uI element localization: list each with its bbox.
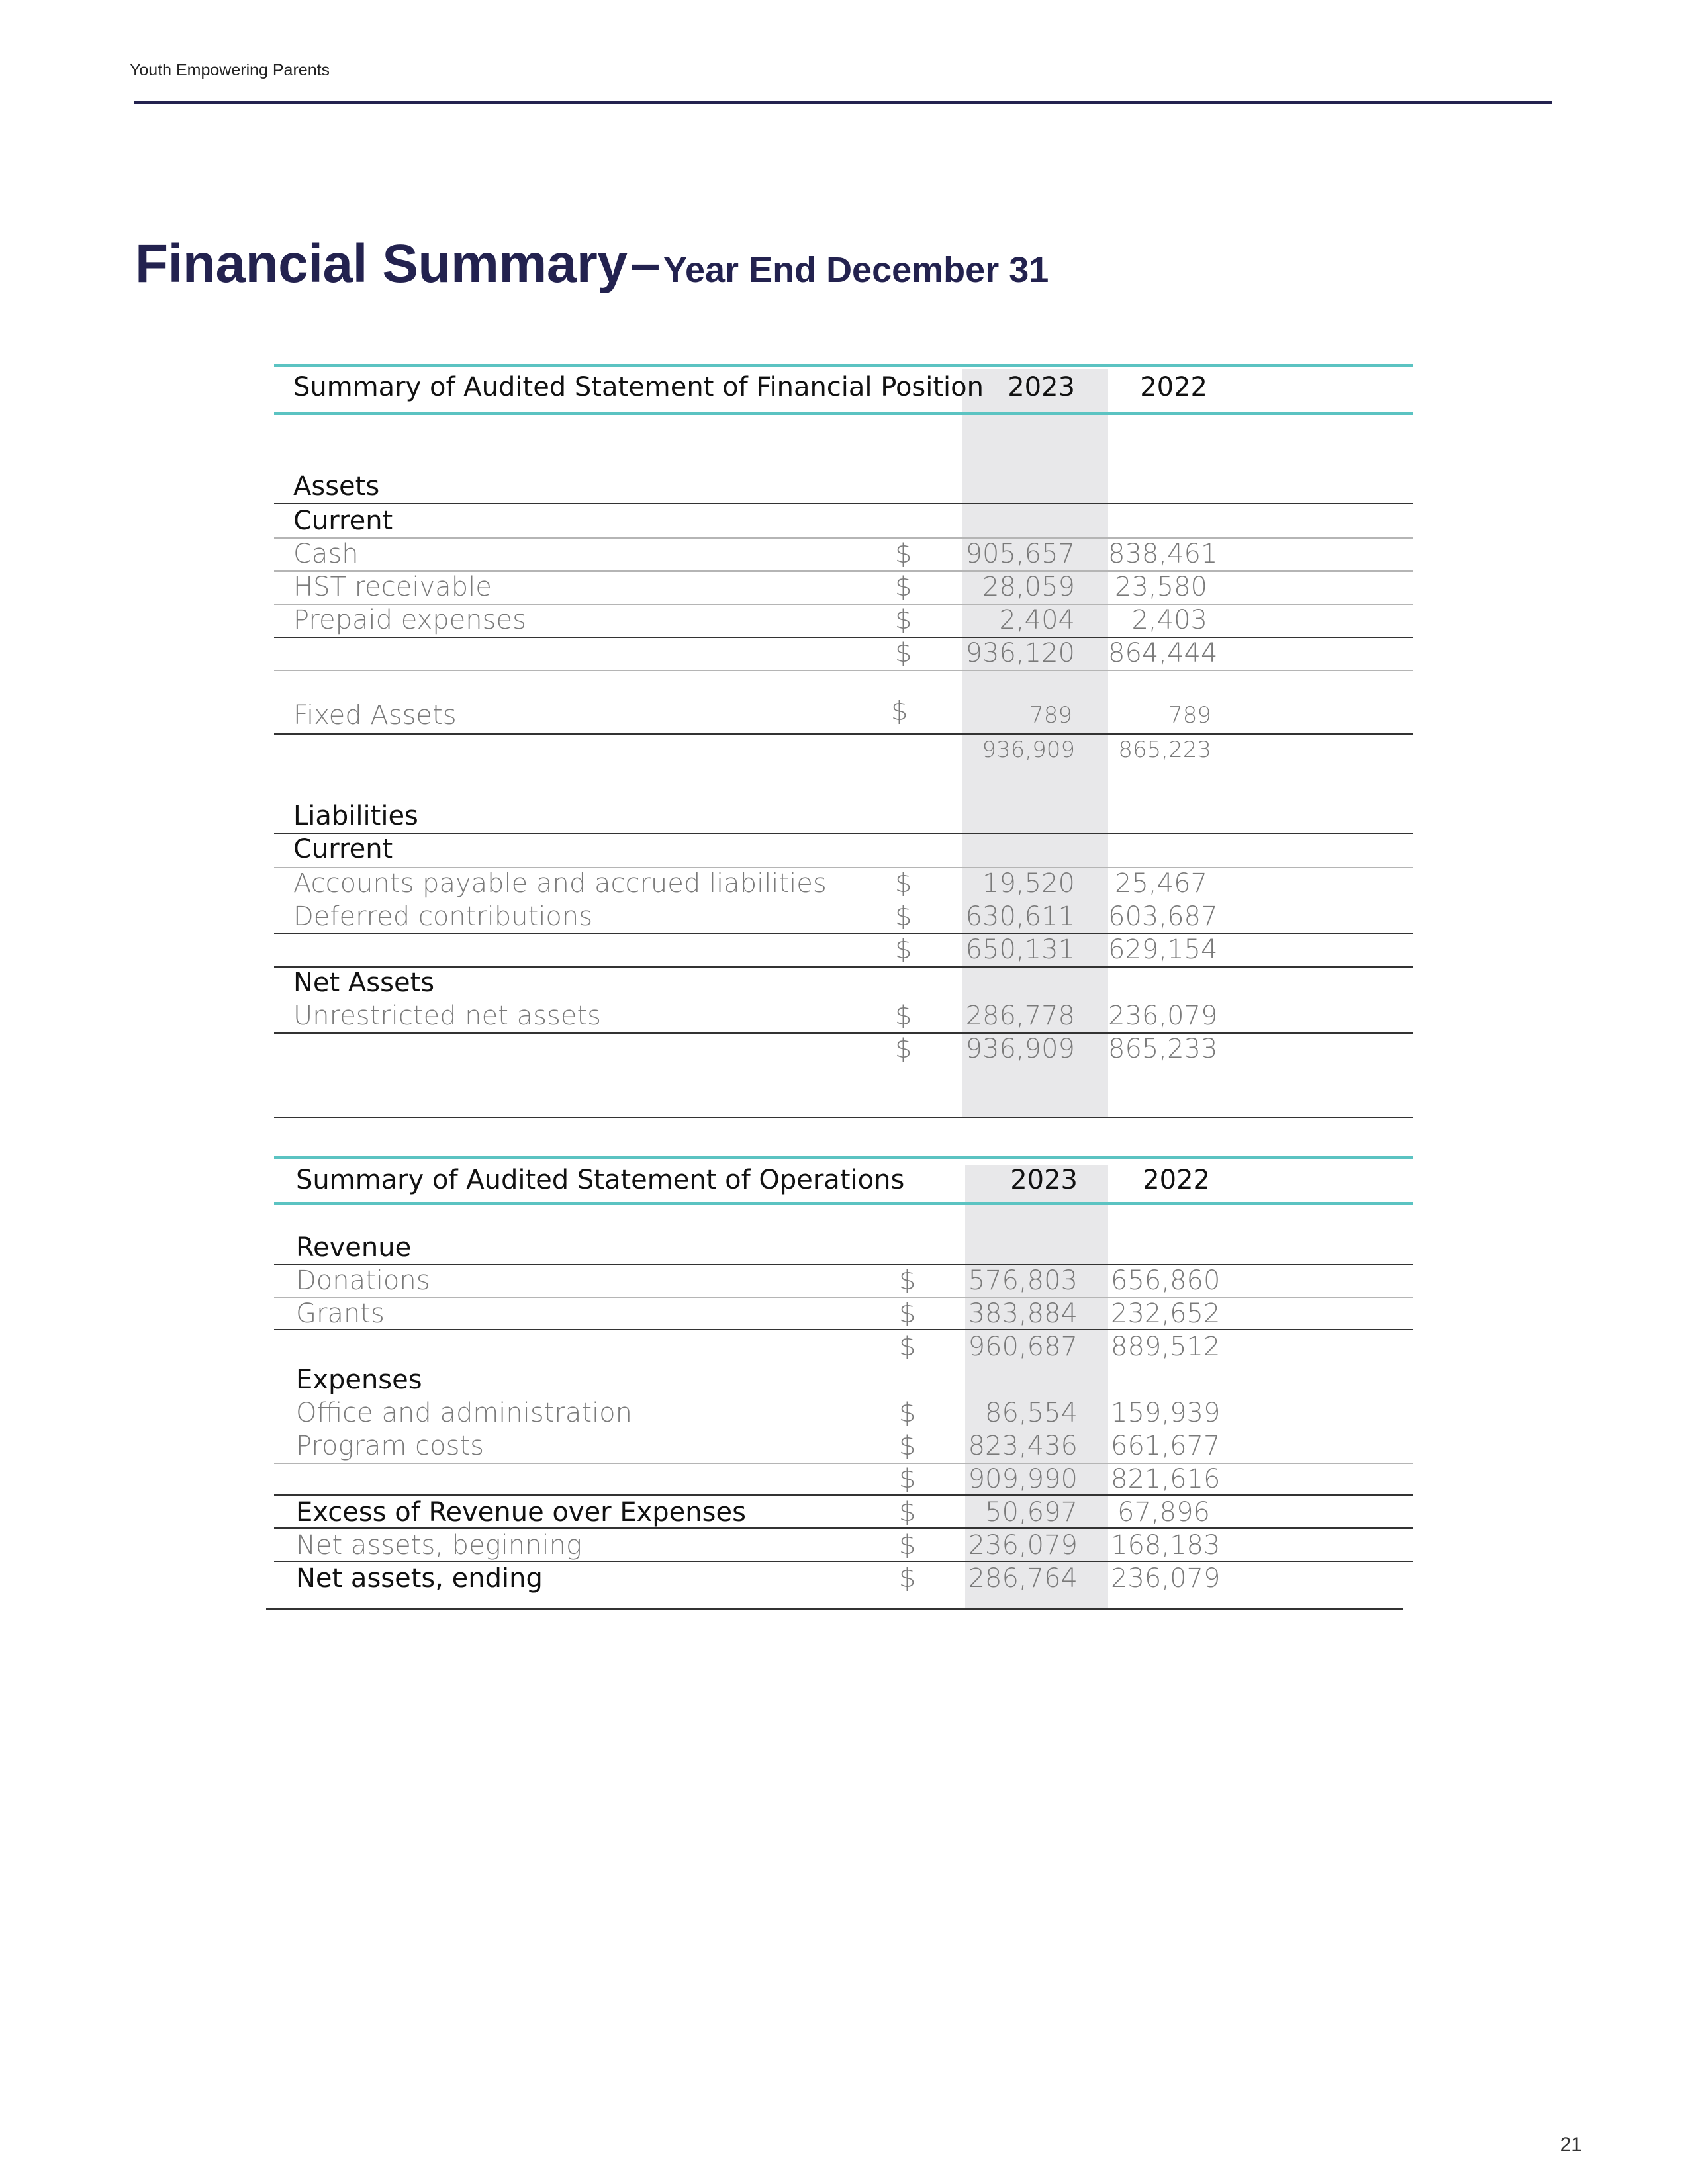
currency-symbol: $ (895, 1001, 912, 1031)
section-heading-row (0, 833, 1688, 866)
currency-symbol: $ (895, 638, 912, 668)
section-label: Current (293, 834, 393, 864)
value-2022: 629,154 (1108, 934, 1218, 965)
total-row (0, 733, 1688, 766)
table-row (0, 1297, 1688, 1330)
row-label: HST receivable (293, 572, 492, 602)
row-rule (274, 670, 1413, 671)
value-2023: 50,697 (985, 1497, 1078, 1527)
value-2023: 28,059 (982, 572, 1075, 602)
section-heading-row (0, 966, 1688, 999)
value-2022: 236,079 (1111, 1563, 1221, 1594)
column-header-2022: 2022 (1140, 372, 1207, 402)
currency-symbol: $ (891, 696, 908, 727)
row-label: Office and administration (296, 1398, 632, 1428)
column-header-2023: 2023 (1008, 372, 1075, 402)
table-row (0, 1396, 1688, 1430)
section-heading-row (0, 799, 1688, 833)
value-2023: 236,079 (968, 1530, 1078, 1561)
value-2023: 905,657 (965, 539, 1075, 569)
row-label: Cash (293, 539, 359, 569)
row-label: Fixed Assets (293, 700, 457, 731)
row-label: Donations (296, 1265, 430, 1296)
section-label: Assets (293, 471, 380, 502)
table-row (0, 1430, 1688, 1463)
value-2022: 603,687 (1108, 901, 1218, 932)
row-label: Accounts payable and accrued liabilities (293, 868, 827, 899)
value-2022: 661,677 (1111, 1431, 1221, 1461)
title-dash: – (630, 234, 661, 294)
row-label: Unrestricted net assets (293, 1001, 601, 1031)
row-label: Program costs (296, 1431, 484, 1461)
value-2023: 2,404 (999, 605, 1075, 635)
currency-symbol: $ (899, 1265, 916, 1296)
currency-symbol: $ (899, 1298, 916, 1329)
row-label: Grants (296, 1298, 385, 1329)
currency-symbol: $ (899, 1332, 916, 1362)
row-label: Net assets, ending (296, 1563, 543, 1594)
subtotal-row (0, 637, 1688, 670)
value-2022: 236,079 (1108, 1001, 1218, 1031)
value-2023: 86,554 (985, 1398, 1078, 1428)
page-number: 21 (1560, 2134, 1582, 2156)
value-2022: 865,223 (1118, 737, 1211, 763)
currency-symbol: $ (899, 1464, 916, 1494)
section-heading-row (0, 504, 1688, 537)
value-2023: 936,909 (965, 1034, 1075, 1064)
total-row (0, 1032, 1688, 1066)
header-rule (134, 101, 1552, 104)
currency-symbol: $ (895, 934, 912, 965)
value-2022: 159,939 (1111, 1398, 1221, 1428)
section-label: Net Assets (293, 968, 435, 998)
table-row (0, 696, 1688, 732)
section-label: Expenses (296, 1365, 422, 1395)
value-2023: 286,764 (968, 1563, 1078, 1594)
value-2023: 383,884 (968, 1298, 1078, 1329)
value-2023: 576,803 (968, 1265, 1078, 1296)
subtotal-row (0, 1330, 1688, 1363)
section-label: Current (293, 506, 393, 536)
value-2023: 960,687 (968, 1332, 1078, 1362)
section-heading-row (0, 1363, 1688, 1396)
section-heading-row (0, 470, 1688, 503)
table-heading: Summary of Audited Statement of Operations (296, 1165, 905, 1195)
value-2022: 889,512 (1111, 1332, 1221, 1362)
table-header-row (0, 1163, 1688, 1197)
total-row (0, 1562, 1688, 1595)
value-2022: 25,467 (1115, 868, 1207, 899)
title-main: Financial Summary (135, 234, 628, 294)
value-2022: 865,233 (1108, 1034, 1218, 1064)
currency-symbol: $ (899, 1431, 916, 1461)
value-2023: 936,120 (965, 638, 1075, 668)
table-row (0, 570, 1688, 604)
table-bottom-rule (266, 1608, 1403, 1610)
currency-symbol: $ (895, 605, 912, 635)
value-2023: 650,131 (965, 934, 1075, 965)
value-2023: 909,990 (968, 1464, 1078, 1494)
value-2022: 67,896 (1117, 1497, 1210, 1527)
value-2023: 789 (1029, 702, 1072, 729)
section-label: Revenue (296, 1232, 412, 1263)
header-organization: Youth Empowering Parents (130, 61, 330, 79)
currency-symbol: $ (899, 1398, 916, 1428)
value-2022: 168,183 (1111, 1530, 1221, 1561)
table-header-row (0, 371, 1688, 404)
table-row (0, 1496, 1688, 1529)
subtotal-row (0, 933, 1688, 966)
value-2023: 823,436 (968, 1431, 1078, 1461)
currency-symbol: $ (895, 868, 912, 899)
currency-symbol: $ (895, 572, 912, 602)
value-2023: 936,909 (982, 737, 1075, 763)
column-header-2023: 2023 (1010, 1165, 1078, 1195)
table-header-rule (274, 412, 1413, 415)
table-header-rule (274, 1202, 1413, 1205)
value-2022: 2,403 (1131, 605, 1207, 635)
currency-symbol: $ (895, 1034, 912, 1064)
value-2023: 286,778 (965, 1001, 1075, 1031)
value-2022: 23,580 (1115, 572, 1207, 602)
row-label: Excess of Revenue over Expenses (296, 1497, 746, 1527)
currency-symbol: $ (899, 1497, 916, 1527)
table-row (0, 1529, 1688, 1562)
table-row (0, 1264, 1688, 1297)
table-row (0, 537, 1688, 570)
table-row (0, 867, 1688, 900)
table-row (0, 900, 1688, 933)
column-header-2022: 2022 (1143, 1165, 1210, 1195)
currency-symbol: $ (899, 1563, 916, 1594)
row-label: Net assets, beginning (296, 1530, 582, 1561)
table-top-rule (274, 1156, 1413, 1159)
value-2022: 232,652 (1111, 1298, 1221, 1329)
section-heading-row (0, 1231, 1688, 1264)
table-row (0, 604, 1688, 637)
value-2022: 838,461 (1108, 539, 1218, 569)
value-2023: 19,520 (982, 868, 1075, 899)
currency-symbol: $ (895, 901, 912, 932)
table-row (0, 999, 1688, 1032)
table-heading: Summary of Audited Statement of Financial Position (293, 372, 984, 402)
currency-symbol: $ (895, 539, 912, 569)
subtotal-row (0, 1463, 1688, 1496)
value-2023: 630,611 (965, 901, 1075, 932)
section-label: Liabilities (293, 801, 418, 831)
table-top-rule (274, 364, 1413, 367)
currency-symbol: $ (899, 1530, 916, 1561)
table-bottom-rule (274, 1117, 1413, 1118)
value-2022: 656,860 (1111, 1265, 1221, 1296)
row-label: Prepaid expenses (293, 605, 526, 635)
title-subtitle: Year End December 31 (663, 250, 1049, 290)
page-title (135, 233, 1049, 295)
value-2022: 821,616 (1111, 1464, 1221, 1494)
value-2022: 789 (1168, 702, 1211, 729)
row-label: Deferred contributions (293, 901, 593, 932)
value-2022: 864,444 (1108, 638, 1218, 668)
